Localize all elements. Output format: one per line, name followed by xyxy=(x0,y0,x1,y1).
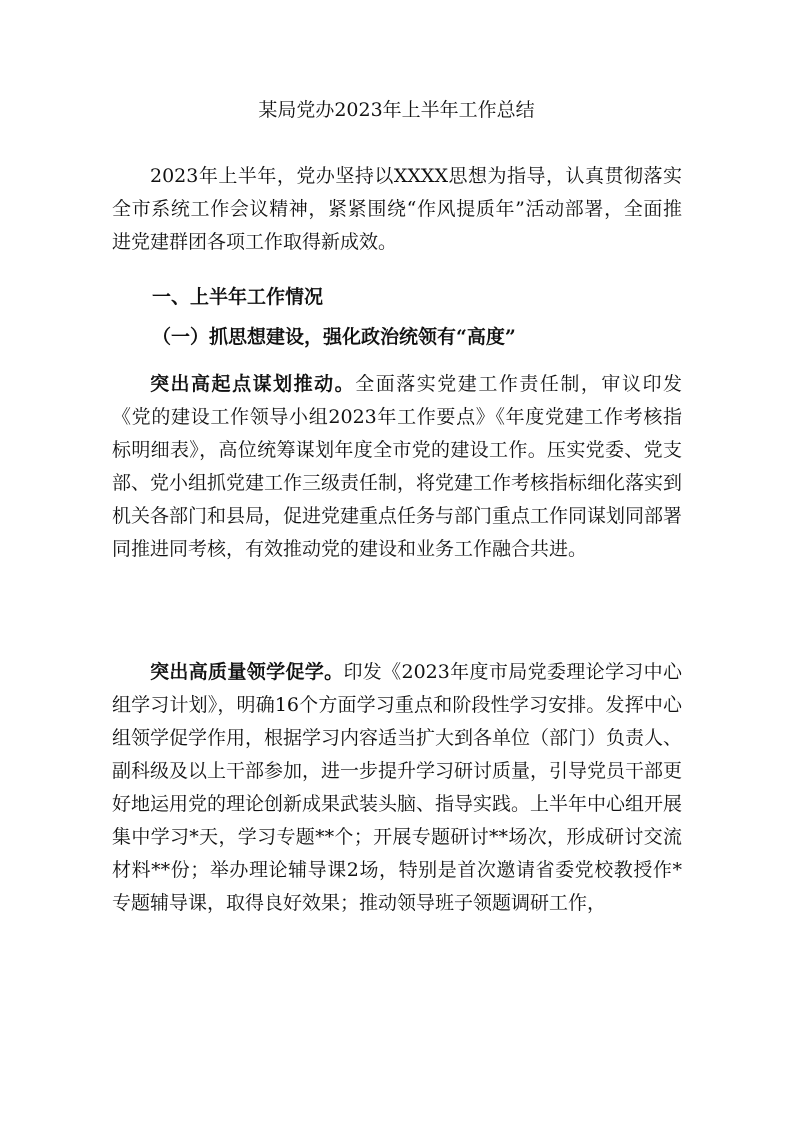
subsection-heading: （一）抓思想建设，强化政治统领有“高度” xyxy=(152,326,516,348)
paragraph-planning xyxy=(112,368,682,566)
paragraph-body: 印发《2023年度市局党委理论学习中心组学习计划》，明确16个方面学习重点和阶段性学习安排。发挥中心组领学促学作用，根据学习内容适当扩大到各单位（部门）负责人、副科级及以上干部参加，进一步提升学习研讨质量，引导党员干部更好地运用党的理论创新成果武装头脑、指导实践。上半年中心组开展集中学习*天，学习专题**个；开展专题研讨**场次，形成研讨交流材料**份；举办理论辅导课2场，特别是首次邀请省委党校教授作*专题辅导课，取得良好效果；推动领导班子领题调研工作， xyxy=(112,661,683,914)
section-heading: 一、上半年工作情况 xyxy=(152,286,324,308)
document-title: 某局党办2023年上半年工作总结 xyxy=(258,99,535,121)
intro-paragraph: 2023年上半年，党办坚持以XXXX思想为指导，认真贯彻落实全市系统工作会议精神，紧紧围绕“作风提质年”活动部署，全面推进党建群团各项工作取得新成效。 xyxy=(112,165,682,253)
paragraph-lead: 突出高起点谋划推动。 xyxy=(150,373,356,395)
paragraph-body: 全面落实党建工作责任制，审议印发《党的建设工作领导小组2023年工作要点》《年度党建工作考核指标明细表》，高位统筹谋划年度全市党的建设工作。压实党委、党支部、党小组抓党建工作三级责任制，将党建工作考核指标细化落实到机关各部门和县局，促进党建重点任务与部门重点工作同谋划同部署同推进同考核，有效推动党的建设和业务工作融合共进。 xyxy=(112,373,683,560)
paragraph-lead: 突出高质量领学促学。 xyxy=(150,661,344,683)
paragraph-study xyxy=(112,656,682,920)
